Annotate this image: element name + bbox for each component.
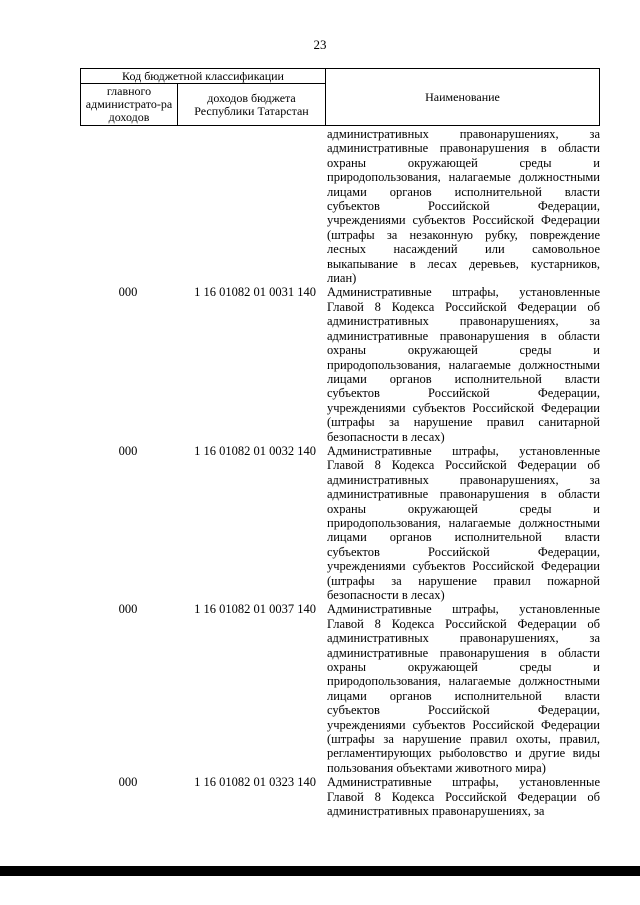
description-line: Главой 8 Кодекса Российской Федерации об	[327, 789, 600, 804]
description-line: природопользования, налагаемые должностными	[327, 170, 600, 185]
description-line: лицами органов исполнительной власти	[327, 530, 600, 545]
page-number: 23	[313, 37, 327, 52]
description-line: Административные штрафы, установленные	[327, 775, 600, 790]
table-row	[80, 602, 610, 775]
description-line: (штрафы за незаконную рубку, повреждение	[327, 227, 600, 242]
description-line: пользования объектами животного мира)	[327, 760, 546, 775]
description-line: учреждениями субъектов Российской Федерации	[327, 400, 600, 415]
description-line: учреждениями субъектов Российской Федерации	[327, 717, 600, 732]
description-line: лицами органов исполнительной власти	[327, 688, 600, 703]
description-line: (штрафы за нарушение правил санитарной	[327, 415, 600, 430]
description-line: лиан)	[327, 271, 357, 286]
header-name-column: Наименование	[326, 69, 600, 126]
classification-table-header	[80, 68, 600, 126]
header-admin-column: главного администрато-ра доходов	[81, 84, 178, 126]
budget-code: 1 16 01082 01 0037 140	[194, 602, 316, 617]
description-line: Административные штрафы, установленные	[327, 602, 600, 617]
entry-description	[327, 127, 600, 285]
budget-code: 1 16 01082 01 0032 140	[194, 443, 316, 458]
budget-code: 1 16 01082 01 0031 140	[194, 285, 316, 300]
admin-code: 000	[118, 443, 138, 458]
description-line: регламентирующих рыболовство и другие виды	[327, 746, 600, 761]
description-line: административных правонарушениях, за	[327, 631, 600, 646]
description-line: природопользования, налагаемые должностными	[327, 515, 600, 530]
description-line: административные правонарушения в области	[327, 328, 600, 343]
entry-description	[327, 285, 600, 443]
description-line: административных правонарушениях, за	[327, 804, 545, 819]
description-line: лицами органов исполнительной власти	[327, 371, 600, 386]
admin-code: 000	[118, 775, 138, 790]
description-line: (штрафы за нарушение правил охоты, правил,	[327, 732, 600, 747]
description-line: субъектов Российской Федерации,	[327, 703, 600, 718]
entry-description	[327, 444, 600, 602]
description-line: административные правонарушения в области	[327, 487, 600, 502]
entry-description	[327, 602, 600, 775]
description-line: (штрафы за нарушение правил пожарной	[327, 573, 600, 588]
description-line: субъектов Российской Федерации,	[327, 544, 600, 559]
description-line: Главой 8 Кодекса Российской Федерации об	[327, 616, 600, 631]
description-line: охраны окружающей среды и	[327, 155, 600, 170]
description-line: учреждениями субъектов Российской Федерации	[327, 559, 600, 574]
scan-bottom-border	[0, 866, 640, 876]
description-line: лицами органов исполнительной власти	[327, 184, 600, 199]
description-line: административных правонарушениях, за	[327, 472, 600, 487]
description-line: природопользования, налагаемые должностными	[327, 357, 600, 372]
entry-description	[327, 775, 600, 818]
description-line: охраны окружающей среды и	[327, 501, 600, 516]
description-line: охраны окружающей среды и	[327, 660, 600, 675]
description-line: охраны окружающей среды и	[327, 343, 600, 358]
description-line: Административные штрафы, установленные	[327, 285, 600, 300]
description-line: административных правонарушениях, за	[327, 127, 600, 141]
description-line: Главой 8 Кодекса Российской Федерации об	[327, 458, 600, 473]
table-row	[80, 444, 610, 602]
description-line: выкапывание в лесах деревьев, кустарников,	[327, 256, 600, 271]
description-line: субъектов Российской Федерации,	[327, 386, 600, 401]
description-line: безопасности в лесах)	[327, 588, 445, 602]
admin-code: 000	[118, 285, 138, 300]
description-line: Главой 8 Кодекса Российской Федерации об	[327, 299, 600, 314]
table-row	[80, 127, 610, 285]
description-line: административные правонарушения в области	[327, 645, 600, 660]
description-line: учреждениями субъектов Российской Федерации	[327, 213, 600, 228]
description-line: безопасности в лесах)	[327, 429, 445, 444]
description-line: административных правонарушениях, за	[327, 314, 600, 329]
table-row	[80, 775, 610, 818]
description-line: лесных насаждений или самовольное	[327, 242, 600, 257]
header-revenue-column: доходов бюджета Республики Татарстан	[178, 84, 326, 126]
table-row	[80, 285, 610, 443]
description-line: Административные штрафы, установленные	[327, 443, 600, 458]
admin-code: 000	[118, 602, 138, 617]
header-group-title: Код бюджетной классификации	[81, 69, 326, 84]
budget-code: 1 16 01082 01 0323 140	[194, 775, 316, 790]
description-line: природопользования, налагаемые должностными	[327, 674, 600, 689]
description-line: административные правонарушения в области	[327, 141, 600, 156]
table-body	[80, 127, 610, 819]
description-line: субъектов Российской Федерации,	[327, 199, 600, 214]
